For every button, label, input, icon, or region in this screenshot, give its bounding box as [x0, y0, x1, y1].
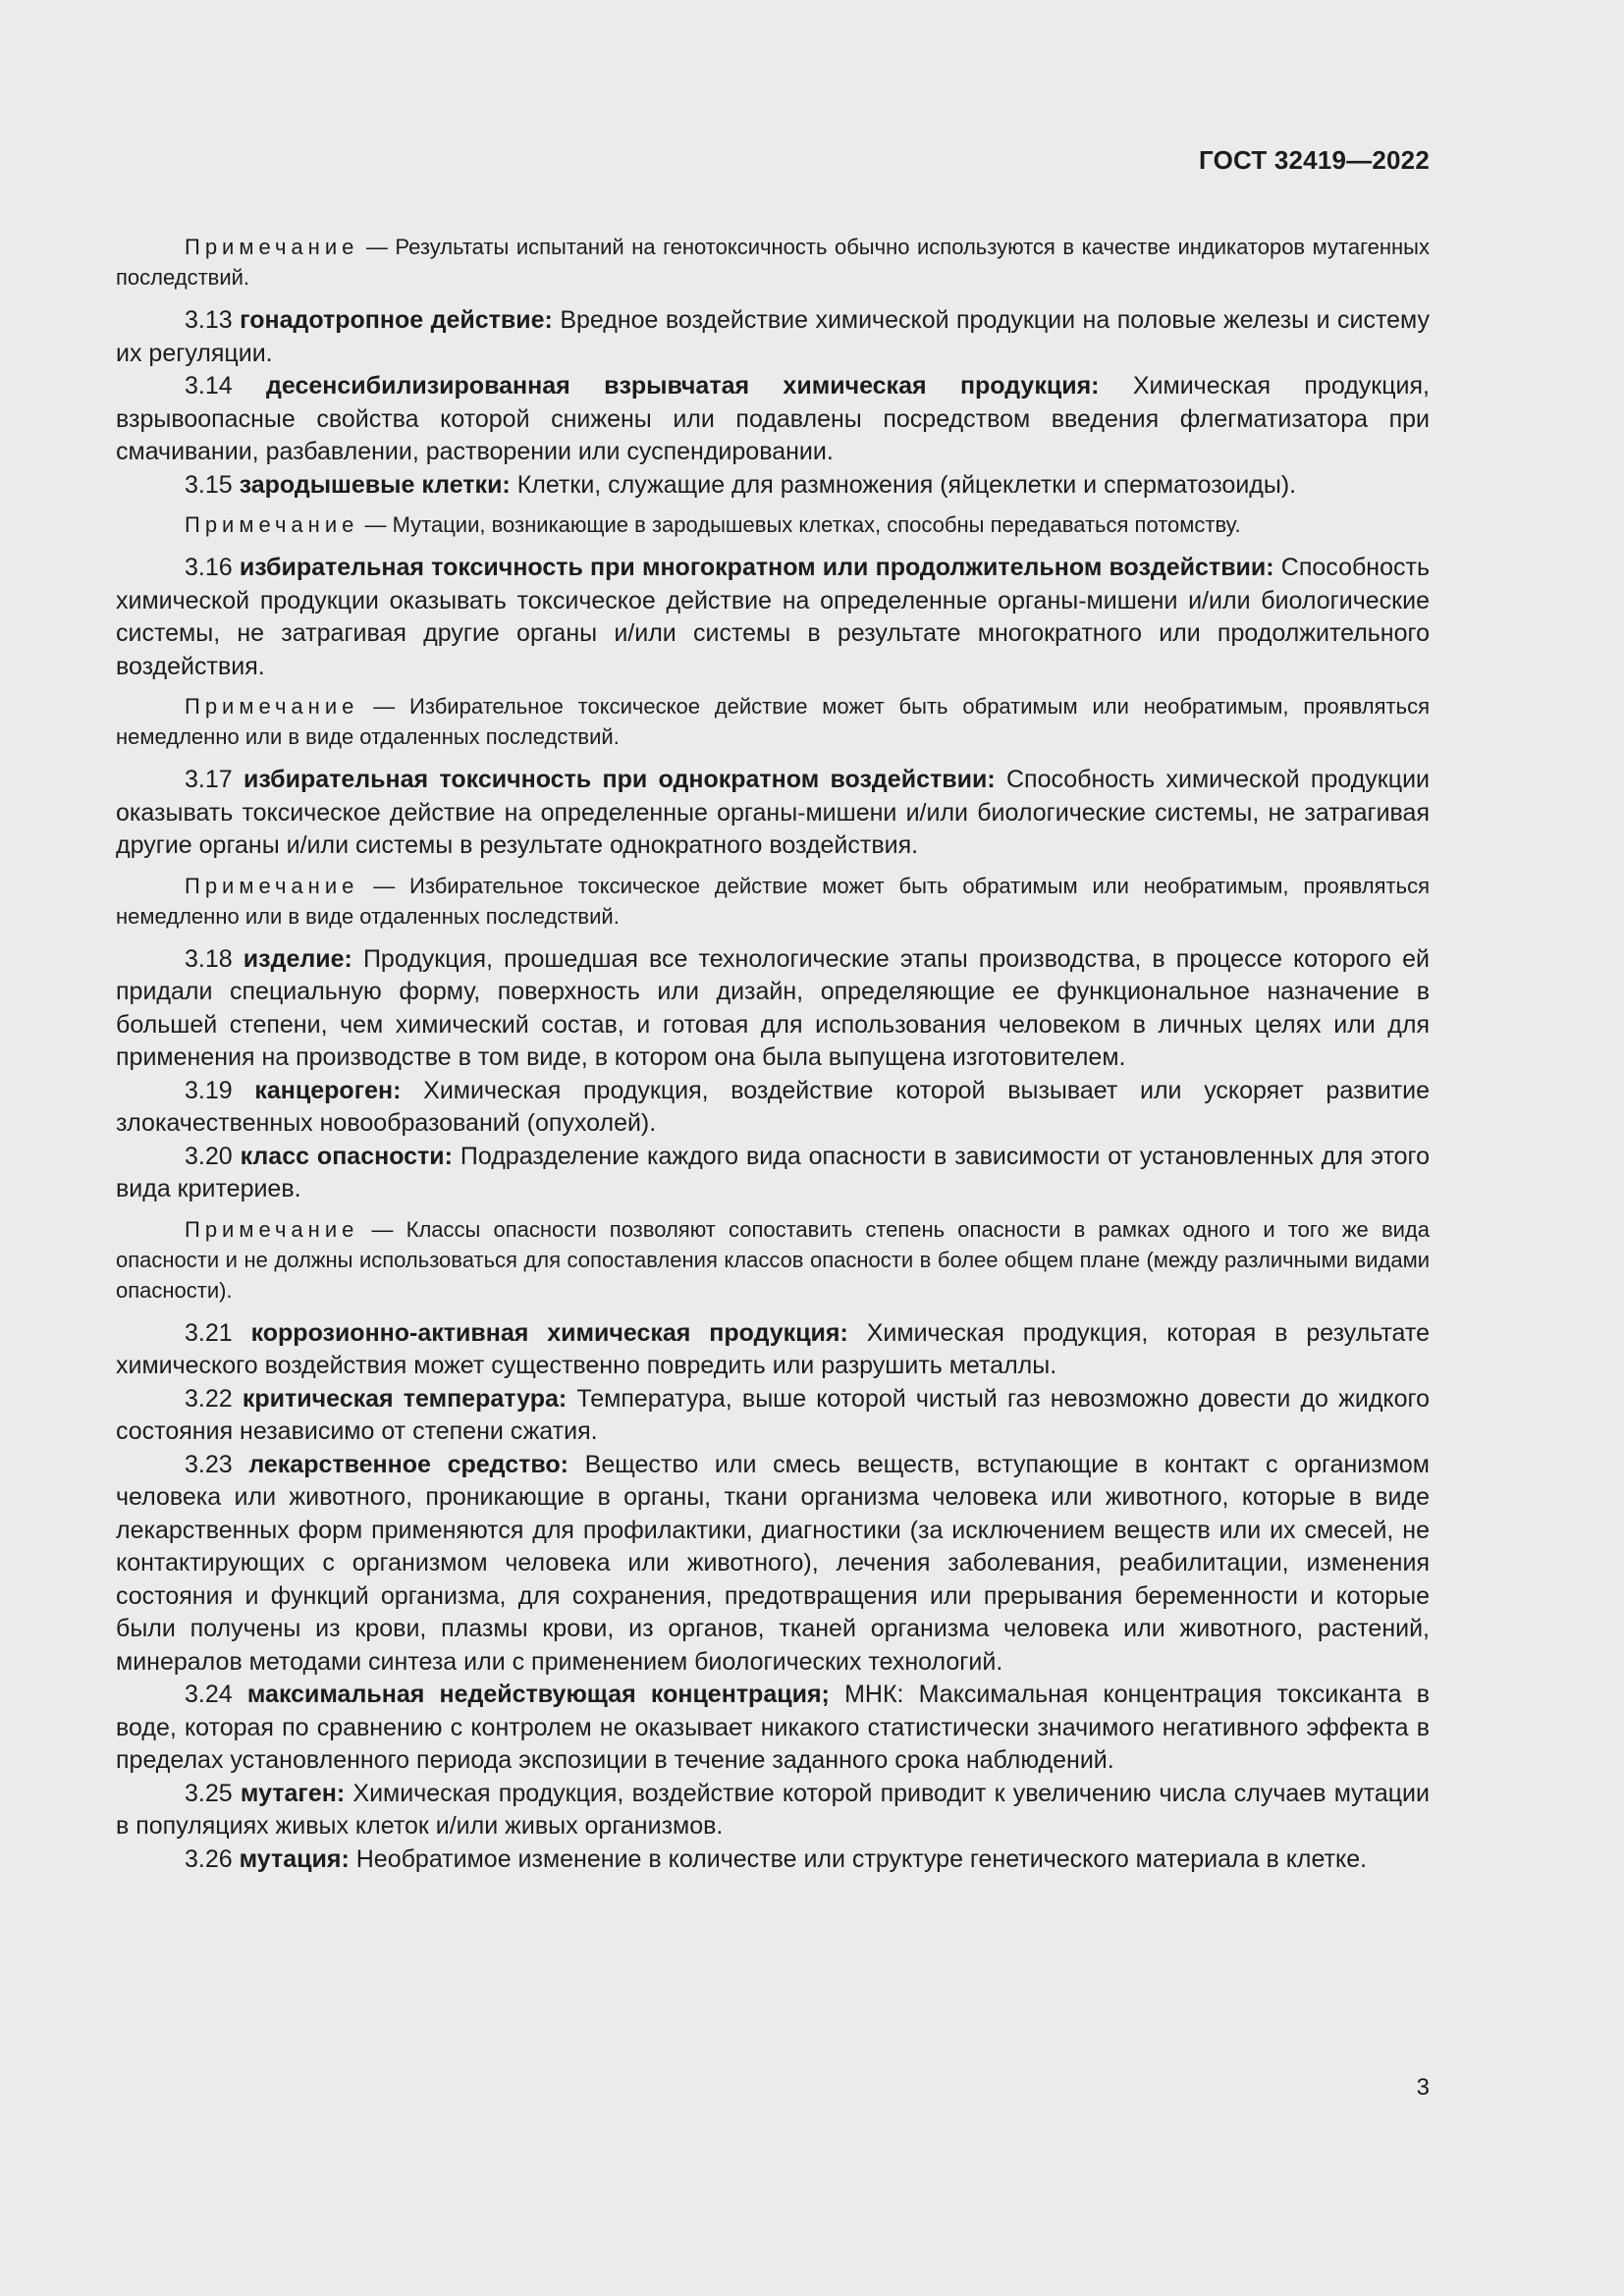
term-number: 3.17 — [185, 766, 233, 793]
term-title: избирательная токсичность при однократном воздействии: — [244, 766, 996, 793]
note — [116, 871, 1430, 932]
term-title: класс опасности: — [240, 1142, 453, 1170]
note-label: Примечание — [185, 873, 359, 898]
note-label: Примечание — [185, 512, 359, 537]
term-definition — [116, 1679, 1430, 1778]
note — [116, 1214, 1430, 1306]
term-title: гонадотропное действие: — [240, 306, 553, 334]
term-number: 3.13 — [185, 306, 233, 334]
term-number: 3.24 — [185, 1681, 233, 1708]
term-title: мутация: — [239, 1844, 350, 1873]
note-text: — Результаты испытаний на генотоксичность обычно используются в качестве индикаторов мутагенных последствий. — [116, 235, 1430, 290]
note-text: — Избирательное токсическое действие может быть обратимым или необратимым, проявляться немедленно или в виде отдаленных последствий. — [116, 694, 1430, 749]
term-number: 3.19 — [185, 1076, 233, 1104]
term-number: 3.22 — [185, 1384, 233, 1413]
term-definition — [116, 469, 1430, 503]
term-text: Вещество или смесь веществ, вступающие в контакт с организмом человека или животного, проникающие в органы, ткани организма человека или животного, которые в виде лекарственных форм применяются для профилактики, диагностики (за исключением веществ или их смесей, не контактирующих с организмом человека или животного), лечения заболевания, реабилитации, изменения состояния и функций организма, для сохранения, предотвращения или прерывания беременности и которые были получены из крови, плазмы крови, из органов, тканей организма человека или животного, растений, минералов методами синтеза или с применением биологических технологий. — [116, 1450, 1430, 1676]
term-definition — [116, 764, 1430, 863]
term-number: 3.18 — [185, 944, 233, 973]
note-text: — Классы опасности позволяют сопоставить степень опасности в рамках одного и того же вида опасности и не должны использоваться для сопоставления классов опасности в более общем плане (между различными видами опасности). — [116, 1216, 1430, 1303]
note — [116, 232, 1430, 293]
term-title: лекарственное средство: — [248, 1450, 568, 1478]
term-definition — [116, 1383, 1430, 1449]
term-text: Химическая продукция, которая в результате химического воздействия может существенно повредить или разрушить металлы. — [116, 1318, 1430, 1379]
document-body — [116, 224, 1430, 1876]
term-definition — [116, 1778, 1430, 1843]
term-text: Продукция, прошедшая все технологические этапы производства, в процессе которого ей придали специальную форму, поверхность или дизайн, определяющие ее функциональное назначение в большей степени, чем химический состав, и готовая для использования человеком в личных целях или для применения на производстве в том виде, в котором она была выпущена изготовителем. — [116, 944, 1430, 1071]
term-definition — [116, 370, 1430, 469]
term-number: 3.14 — [185, 372, 233, 400]
term-title: десенсибилизированная взрывчатая химическая продукция: — [266, 372, 1100, 400]
note — [116, 691, 1430, 752]
term-number: 3.20 — [185, 1142, 233, 1170]
term-title: зародышевые клетки: — [239, 470, 511, 499]
term-number: 3.26 — [185, 1844, 233, 1873]
note-text: — Мутации, возникающие в зародышевых клетках, способны передаваться потомству. — [358, 512, 1241, 537]
term-definition — [116, 552, 1430, 683]
term-definition — [116, 1075, 1430, 1141]
term-title: мутаген: — [240, 1779, 346, 1807]
note-label: Примечание — [185, 694, 359, 719]
term-title: избирательная токсичность при многократном или продолжительном воздействии: — [239, 554, 1274, 581]
term-definition — [116, 1843, 1430, 1877]
term-text: Химическая продукция, взрывоопасные свойства которой снижены или подавлены посредством введения флегматизатора при смачивании, разбавлении, растворении или суспендировании. — [116, 372, 1430, 465]
term-text: Химическая продукция, воздействие которой вызывает или ускоряет развитие злокачественных новообразований (опухолей). — [116, 1076, 1430, 1137]
term-number: 3.23 — [185, 1450, 233, 1478]
term-text: Химическая продукция, воздействие которой приводит к увеличению числа случаев мутации в популяциях живых клеток и/или живых организмов. — [116, 1779, 1430, 1840]
term-number: 3.21 — [185, 1318, 233, 1347]
note-text: — Избирательное токсическое действие может быть обратимым или необратимым, проявляться немедленно или в виде отдаленных последствий. — [116, 873, 1430, 929]
term-title: максимальная недействующая концентрация; — [246, 1681, 830, 1708]
term-text: Клетки, служащие для размножения (яйцеклетки и сперматозоиды). — [510, 470, 1297, 499]
term-title: канцероген: — [254, 1076, 402, 1104]
term-number: 3.25 — [185, 1779, 233, 1807]
term-definition — [116, 304, 1430, 370]
term-text: Вредное воздействие химической продукции на половые железы и систему их регуляции. — [116, 306, 1430, 367]
term-text: Температура, выше которой чистый газ невозможно довести до жидкого состояния независимо от степени сжатия. — [116, 1384, 1430, 1445]
term-text: Необратимое изменение в количестве или структуре генетического материала в клетке. — [349, 1844, 1368, 1873]
term-title: коррозионно-активная химическая продукция: — [250, 1318, 848, 1347]
term-definition — [116, 1449, 1430, 1680]
term-definition — [116, 1141, 1430, 1206]
page-number: 3 — [1416, 2074, 1430, 2101]
term-text: МНК: Максимальная концентрация токсиканта в воде, которая по сравнению с контролем не оказывает никакого статистически значимого негативного эффекта в пределах установленного периода экспозиции в течение заданного срока наблюдений. — [116, 1681, 1430, 1774]
term-number: 3.15 — [185, 470, 233, 499]
term-title: изделие: — [243, 944, 352, 973]
note-label: Примечание — [185, 235, 359, 259]
term-text: Способность химической продукции оказывать токсическое действие на определенные органы-мишени и/или биологические системы, не затрагивая другие органы и/или системы в результате многократного или продолжительного воздействия. — [116, 554, 1430, 680]
note-label: Примечание — [185, 1216, 359, 1242]
document-header: ГОСТ 32419—2022 — [1199, 145, 1430, 175]
term-text: Подразделение каждого вида опасности в зависимости от установленных для этого вида критериев. — [116, 1142, 1430, 1202]
term-text: Способность химической продукции оказывать токсическое действие на определенные органы-мишени и/или биологические системы, не затрагивая другие органы и/или системы в результате однократного воздействия. — [116, 766, 1430, 859]
term-title: критическая температура: — [242, 1384, 568, 1413]
term-definition — [116, 1317, 1430, 1383]
term-number: 3.16 — [185, 554, 233, 581]
note — [116, 509, 1430, 540]
term-definition — [116, 943, 1430, 1075]
